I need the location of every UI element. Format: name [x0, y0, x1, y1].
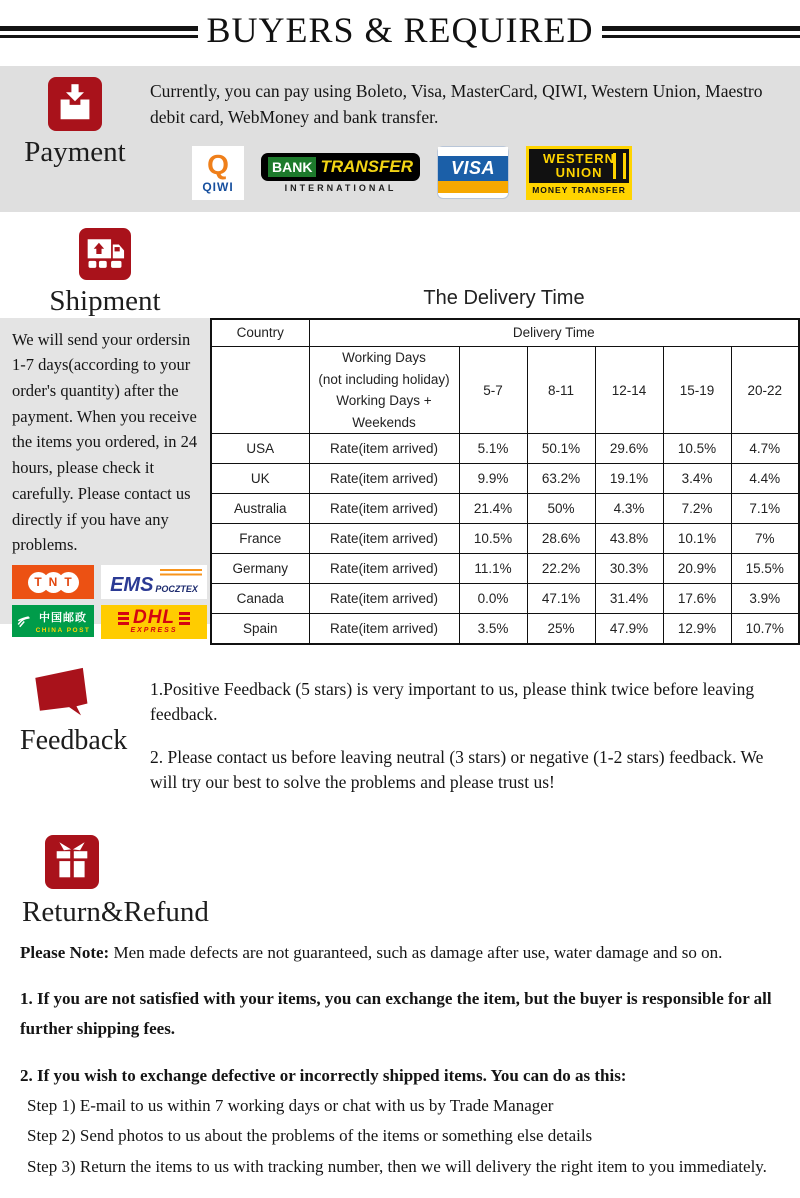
col-header: 15-19	[663, 347, 731, 434]
col-header: 20-22	[731, 347, 799, 434]
exchange-steps	[20, 1091, 780, 1183]
table-row: Australia Rate(item arrived) 21.4% 50% 4.3% 7.2% 7.1%	[211, 494, 799, 524]
feedback-point-1: 1.Positive Feedback (5 stars) is very important to us, please think twice before leaving feedback.	[150, 678, 755, 725]
working-days-header: Working Days (not including holiday) Working Days + Weekends	[309, 347, 459, 434]
table-row: USA Rate(item arrived) 5.1% 50.1% 29.6% 10.5% 4.7%	[211, 434, 799, 464]
dhl-logo: DHL EXPRESS	[101, 605, 207, 639]
col-header: 5-7	[459, 347, 527, 434]
visa-logo: VISA	[437, 146, 509, 199]
policy-2: 2. If you wish to exchange defective or incorrectly shipped items. You can do as this:	[20, 1065, 627, 1085]
western-union-logo: WESTERN UNION MONEY TRANSFER	[526, 146, 632, 200]
shipment-section	[0, 228, 800, 645]
step-2: Step 2) Send photos to us about the problems of the items or something else details	[27, 1126, 593, 1146]
payment-logos	[192, 146, 786, 200]
col-header: 8-11	[527, 347, 595, 434]
header-rule-left	[0, 26, 198, 38]
please-note-text: Men made defects are not guaranteed, such as damage after use, water damage and so on.	[109, 943, 723, 963]
return-refund-section	[0, 835, 800, 929]
qiwi-q-icon: Q	[207, 149, 229, 180]
step-3: Step 3) Return the items to us with tracking number, then we will delivery the right item to you immediately.	[27, 1157, 767, 1177]
table-row: Spain Rate(item arrived) 3.5% 25% 47.9% 12.9% 10.7%	[211, 614, 799, 644]
payment-label: Payment	[24, 136, 126, 168]
table-row: France Rate(item arrived) 10.5% 28.6% 43.8% 10.1% 7%	[211, 524, 799, 554]
carrier-logos	[12, 565, 204, 639]
payment-section	[0, 66, 800, 212]
payment-description: Currently, you can pay using Boleto, Visa, MasterCard, QIWI, Western Union, Maestro debit card, WebMoney and bank transfer.	[150, 81, 763, 128]
table-row: Germany Rate(item arrived) 11.1% 22.2% 30.3% 20.9% 15.5%	[211, 554, 799, 584]
policy-notes	[20, 943, 780, 1182]
return-refund-label: Return&Refund	[22, 896, 209, 929]
empty-cell	[211, 347, 309, 434]
step-1: Step 1) E-mail to us within 7 working days or chat with us by Trade Manager	[27, 1095, 554, 1115]
ems-stripes	[160, 569, 202, 578]
page-title: BUYERS & REQUIRED	[206, 10, 594, 50]
china-post-logo: 中国邮政 CHINA POST	[12, 605, 94, 637]
payment-heading	[0, 75, 150, 200]
shipment-note-text: We will send your ordersin 1-7 days(according to your order's quantity) after the payment. When you receive the items you ordered, in 24 hours, please check it carefully. Please contact us directly if you have any problems.	[12, 329, 198, 555]
col-header: 12-14	[595, 347, 663, 434]
payment-icon	[48, 77, 102, 131]
bank-transfer-logo: BANK TRANSFER INTERNATIONAL	[261, 153, 420, 193]
feedback-label: Feedback	[20, 724, 128, 756]
please-note-line	[20, 943, 780, 963]
header-rule-right	[602, 26, 800, 38]
shipment-note-panel	[0, 318, 210, 635]
table-row: UK Rate(item arrived) 9.9% 63.2% 19.1% 3.4% 4.4%	[211, 464, 799, 494]
shipment-heading	[0, 228, 210, 318]
speech-bubble-icon	[28, 665, 150, 725]
ems-logo: EMS POCZTEX	[101, 565, 207, 599]
delivery-time-table	[210, 318, 800, 645]
shipment-label: Shipment	[49, 284, 161, 317]
feedback-section	[0, 665, 800, 796]
corner-header: Country	[211, 319, 309, 347]
page-header	[0, 10, 800, 51]
feedback-heading	[0, 665, 150, 796]
tnt-logo: T N T	[12, 565, 94, 599]
delivery-time-title: The Delivery Time	[423, 286, 585, 309]
truck-icon	[79, 228, 131, 280]
china-post-emblem-icon	[16, 614, 31, 629]
group-header: Delivery Time	[309, 319, 799, 347]
policy-1: 1. If you are not satisfied with your items, you can exchange the item, but the buyer is responsible for all further shipping fees.	[20, 989, 772, 1039]
gift-icon	[45, 835, 99, 889]
please-note-label: Please Note:	[20, 943, 110, 963]
feedback-point-2: 2. Please contact us before leaving neutral (3 stars) or negative (1-2 stars) feedback. We will try our best to solve the problems and please trust us!	[150, 746, 764, 792]
qiwi-logo: Q QIWI	[192, 146, 244, 200]
table-row: Canada Rate(item arrived) 0.0% 47.1% 31.4% 17.6% 3.9%	[211, 584, 799, 614]
